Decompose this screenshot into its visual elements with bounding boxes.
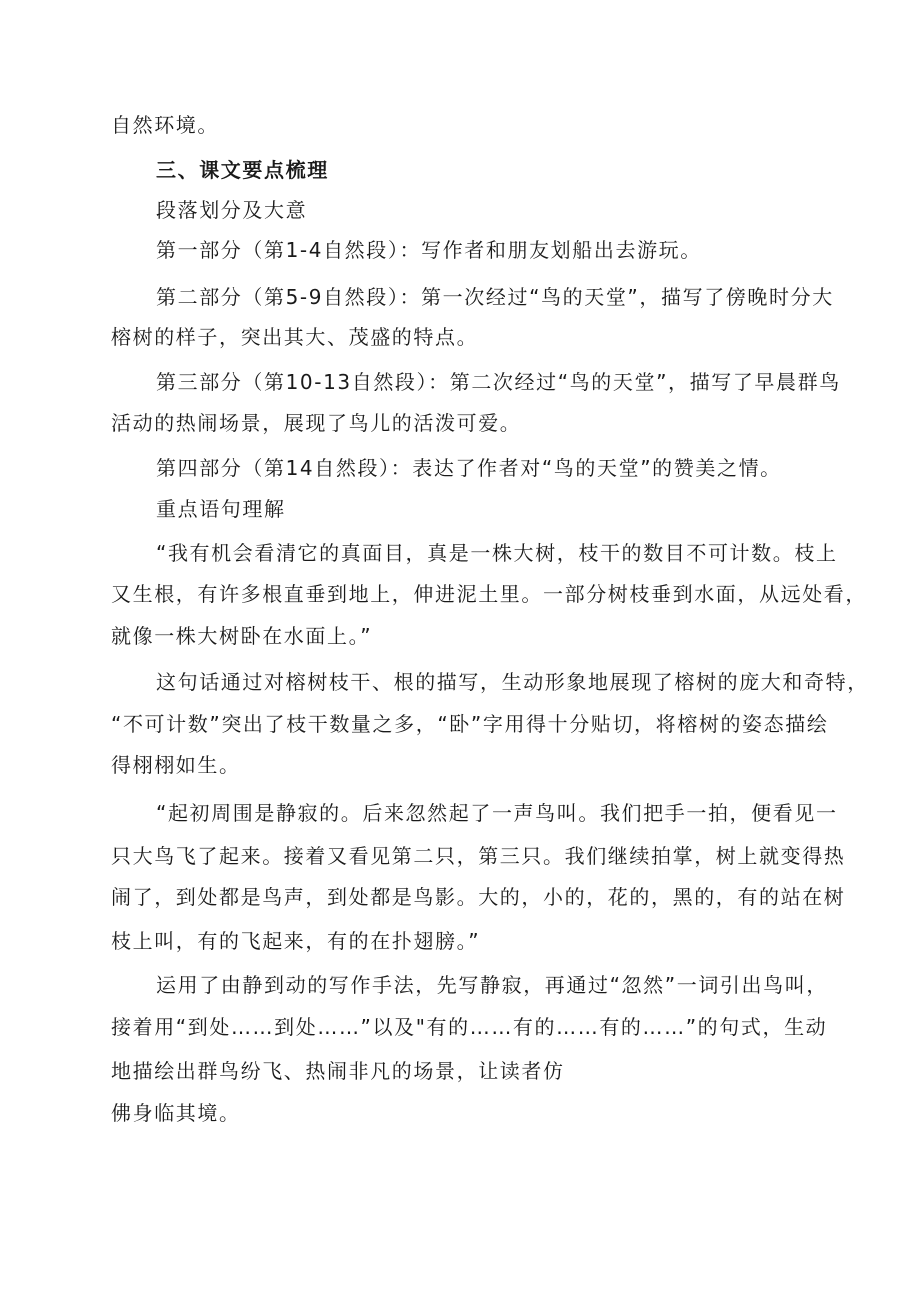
quote2-line3: 闹了，到处都是鸟声，到处都是鸟影。大的，小的，花的，黑的，有的站在树 — [111, 885, 846, 909]
analysis2-line3: 地描绘出群鸟纷飞、热闹非凡的场景，让读者仿 — [111, 1059, 565, 1083]
subheading-sentences: 重点语句理解 — [156, 497, 286, 521]
part1-text: 第一部分（第1-4自然段）：写作者和朋友划船出去游玩。 — [156, 238, 702, 262]
analysis2-line2: 接着用“到处……到处……”以及"有的……有的……有的……”的句式，生动 — [111, 1015, 828, 1039]
quote2-line2: 只大鸟飞了起来。接着又看见第二只，第三只。我们继续拍掌，树上就变得热 — [111, 844, 846, 868]
intro-tail-text: 自然环境。 — [111, 113, 219, 137]
quote2-line4: 枝上叫，有的飞起来，有的在扑翅膀。” — [111, 929, 481, 953]
analysis1-line1: 这句话通过对榕树枝干、根的描写，生动形象地展现了榕树的庞大和奇特， — [156, 670, 869, 694]
part4-text: 第四部分（第14自然段）：表达了作者对“鸟的天堂”的赞美之情。 — [156, 456, 782, 480]
section-heading: 三、课文要点梳理 — [156, 158, 329, 182]
quote1-line2: 又生根，有许多根直垂到地上，伸进泥土里。一部分树枝垂到水面，从远处看， — [111, 582, 867, 606]
subheading-paragraphs: 段落划分及大意 — [156, 198, 308, 222]
part3-text-line1: 第三部分（第10-13自然段）：第二次经过“鸟的天堂”，描写了早晨群鸟 — [156, 370, 841, 394]
quote1-line3: 就像一株大树卧在水面上。” — [111, 624, 373, 648]
part2-text-line2: 榕树的样子，突出其大、茂盛的特点。 — [111, 325, 479, 349]
analysis2-line4: 佛身临其境。 — [111, 1101, 241, 1125]
part3-text-line2: 活动的热闹场景，展现了鸟儿的活泼可爱。 — [111, 411, 522, 435]
analysis1-line2: “不可计数”突出了枝干数量之多，“卧”字用得十分贴切，将榕树的姿态描绘 — [111, 712, 829, 736]
analysis2-line1: 运用了由静到动的写作手法，先写静寂，再通过“忽然”一词引出鸟叫， — [156, 973, 828, 997]
part2-text-line1: 第二部分（第5-9自然段）：第一次经过“鸟的天堂”，描写了傍晚时分大 — [156, 285, 834, 309]
quote2-line1: “起初周围是静寂的。后来忽然起了一声鸟叫。我们把手一拍，便看见一 — [156, 801, 838, 825]
quote1-line1: “我有机会看清它的真面目，真是一株大树，枝干的数目不可计数。枝上 — [156, 541, 838, 565]
analysis1-line3: 得栩栩如生。 — [111, 753, 241, 777]
